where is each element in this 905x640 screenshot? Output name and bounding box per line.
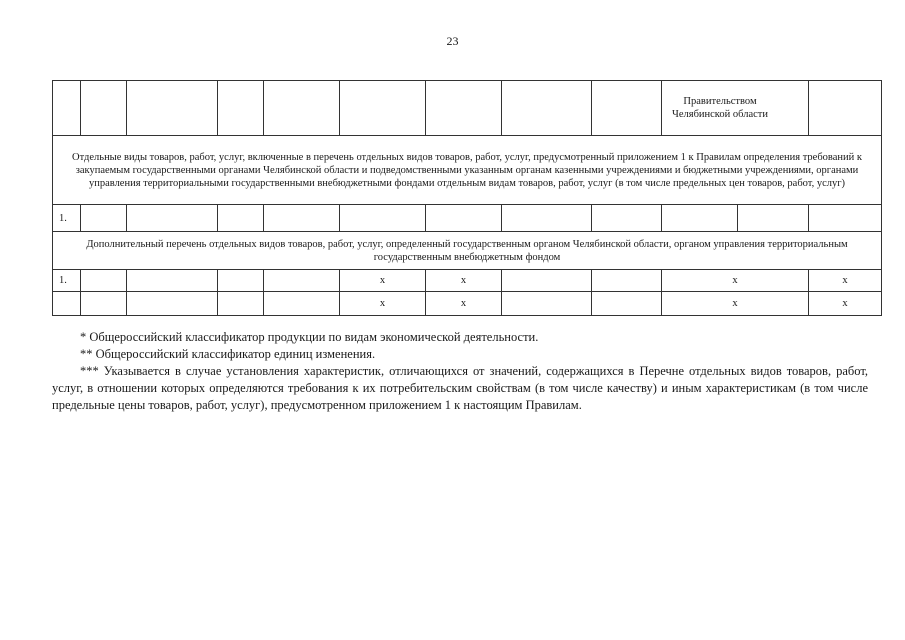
page-number: 23 bbox=[446, 34, 459, 48]
cell-mark: x bbox=[340, 292, 426, 316]
cell-mark: x bbox=[340, 270, 426, 292]
table-row bbox=[53, 81, 882, 136]
table-row bbox=[53, 292, 882, 316]
table-row bbox=[53, 205, 882, 232]
authority-cell: Правительством Челябинской области bbox=[662, 81, 809, 136]
footnote-okpd: * Общероссийский классификатор продукции по видам экономической деятельности. bbox=[80, 330, 539, 344]
table-row bbox=[53, 270, 882, 292]
footnote-okei: ** Общероссийский классификатор единиц изменения. bbox=[80, 347, 376, 361]
cell-mark: x bbox=[662, 270, 809, 292]
cell-mark: x bbox=[809, 292, 882, 316]
cell-mark: x bbox=[426, 270, 502, 292]
cell-mark: x bbox=[809, 270, 882, 292]
section-heading-2: Дополнительный перечень отдельных видов товаров, работ, услуг, определенный государственным органом Челябинской области, органом управления территориальным государственным внебюджетным фондом bbox=[53, 232, 882, 270]
footnotes bbox=[52, 329, 868, 414]
requirements-table bbox=[52, 80, 882, 316]
table-row bbox=[53, 136, 882, 205]
row-number: 1. bbox=[53, 270, 81, 292]
footnote-characteristics: *** Указывается в случае установления характеристик, отличающихся от значений, содержащихся в Перечне отдельных видов товаров, работ, услуг, в отношении которых определяются требования к их потребительским свойствам (в том числе качеству) и иным характеристикам (в том числе предельные цены товаров, работ, услуг), предусмотренном приложением 1 к настоящим Правилам. bbox=[52, 364, 868, 412]
cell-mark: x bbox=[426, 292, 502, 316]
table-row bbox=[53, 232, 882, 270]
section-heading-1: Отдельные виды товаров, работ, услуг, включенные в перечень отдельных видов товаров, работ, услуг, предусмотренный приложением 1 к Правилам определения требований к закупаемым государственными органами Челябинской области и подведомственными указанным органам казенными учреждениями и бюджетными учреждениями, органами управления территориальными государственными внебюджетными фондами отдельным видам товаров, работ, услуг (в том числе предельных цен товаров, работ, услуг) bbox=[53, 136, 882, 205]
row-number: 1. bbox=[53, 205, 81, 232]
cell-mark: x bbox=[662, 292, 809, 316]
